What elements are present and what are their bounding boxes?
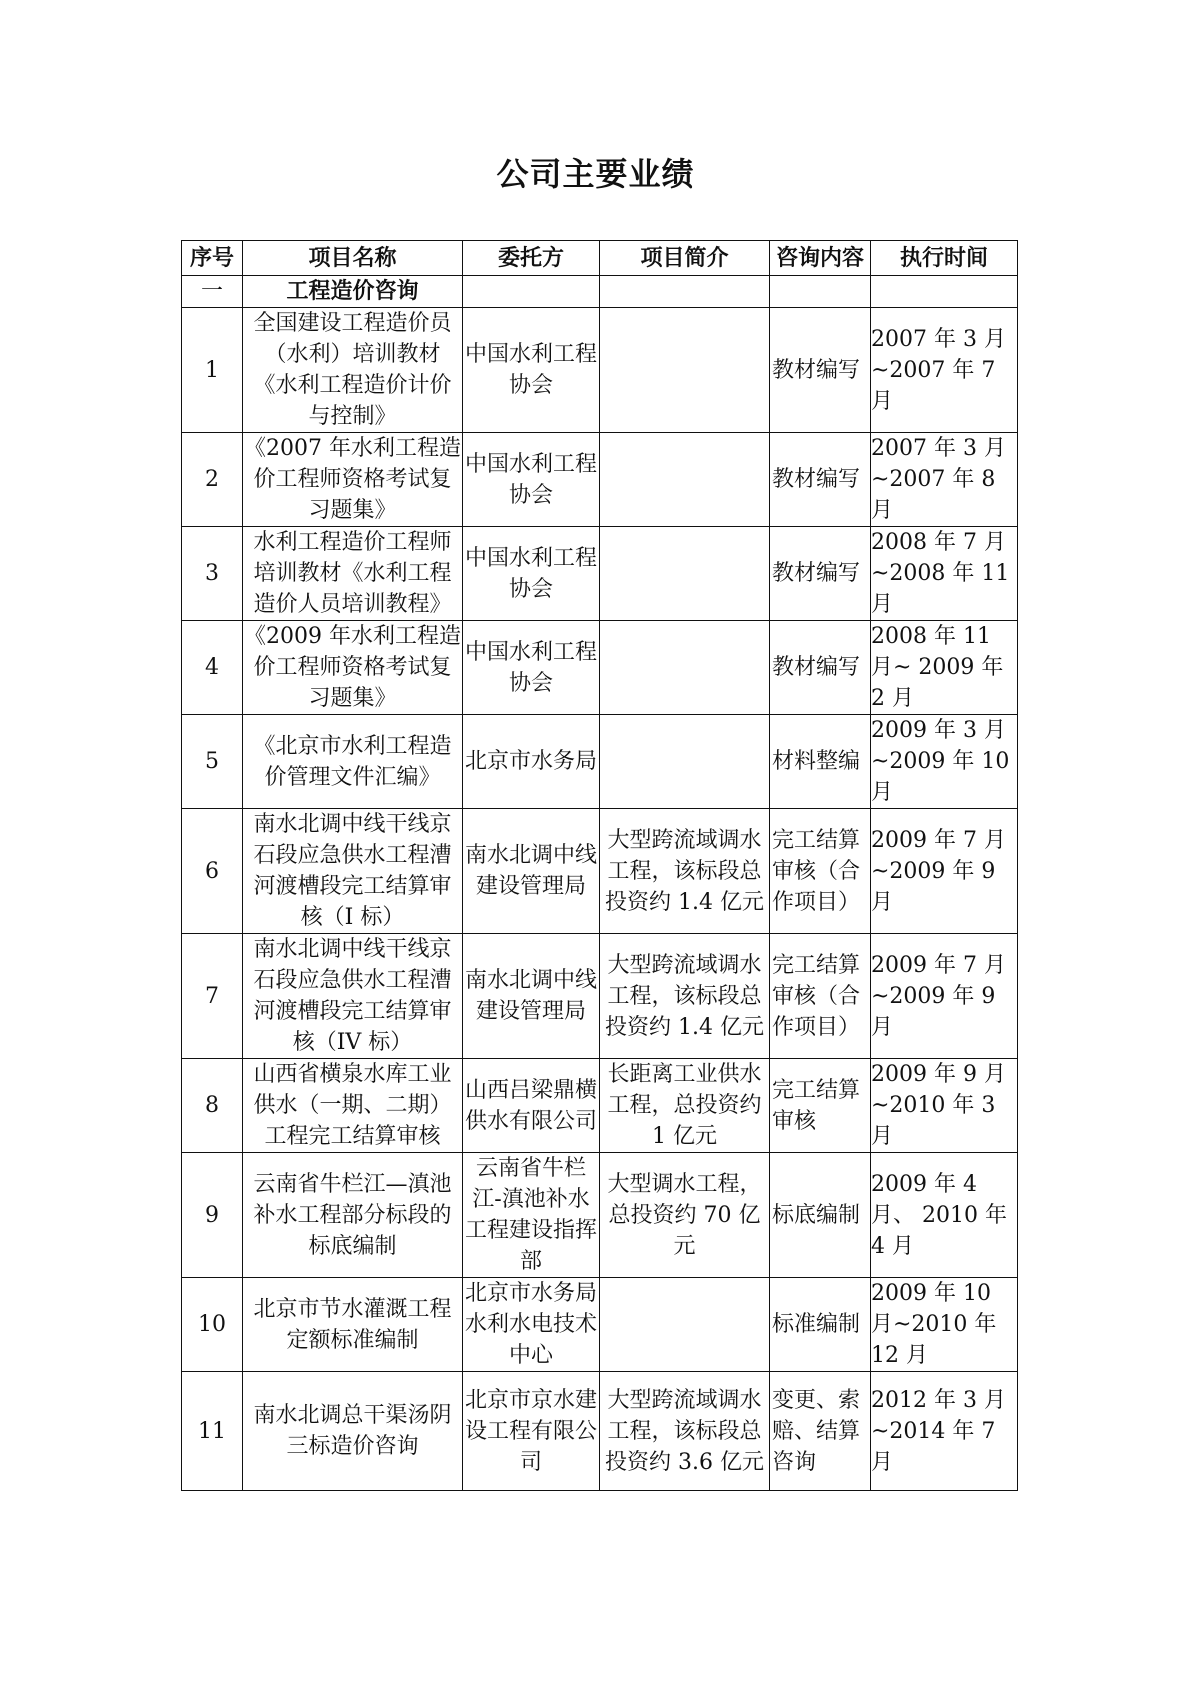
header-client: 委托方 (463, 241, 600, 276)
cell-execution-time: 2009 年 7 月~2009 年 9 月 (871, 809, 1018, 934)
cell-index: 5 (182, 715, 243, 809)
cell-consulting-content: 完工结算审核 (770, 1059, 871, 1153)
cell-client: 北京市水务局 (463, 715, 600, 809)
header-execution-time: 执行时间 (871, 241, 1018, 276)
section-empty-cell (463, 276, 600, 308)
section-empty-cell (600, 276, 770, 308)
cell-project-name: 南水北调中线干线京石段应急供水工程漕河渡槽段完工结算审核（IV 标） (243, 934, 463, 1059)
cell-project-intro: 长距离工业供水工程，总投资约 1 亿元 (600, 1059, 770, 1153)
cell-project-name: 北京市节水灌溉工程定额标准编制 (243, 1278, 463, 1372)
table-header-row (182, 241, 1018, 276)
cell-index: 1 (182, 308, 243, 433)
section-name: 工程造价咨询 (243, 276, 463, 308)
cell-consulting-content: 标准编制 (770, 1278, 871, 1372)
cell-index: 9 (182, 1153, 243, 1278)
cell-consulting-content: 标底编制 (770, 1153, 871, 1278)
cell-project-name: 《北京市水利工程造价管理文件汇编》 (243, 715, 463, 809)
cell-client: 南水北调中线建设管理局 (463, 934, 600, 1059)
table-row (182, 934, 1018, 1059)
cell-execution-time: 2007 年 3 月~2007 年 7 月 (871, 308, 1018, 433)
cell-index: 7 (182, 934, 243, 1059)
cell-project-intro (600, 527, 770, 621)
table-row (182, 1372, 1018, 1491)
cell-project-name: 南水北调中线干线京石段应急供水工程漕河渡槽段完工结算审核（I 标） (243, 809, 463, 934)
cell-index: 6 (182, 809, 243, 934)
performance-table-container (181, 240, 1017, 1491)
table-row (182, 527, 1018, 621)
section-empty-cell (871, 276, 1018, 308)
section-row (182, 276, 1018, 308)
section-empty-cell (770, 276, 871, 308)
cell-client: 南水北调中线建设管理局 (463, 809, 600, 934)
cell-execution-time: 2009 年 7 月~2009 年 9 月 (871, 934, 1018, 1059)
cell-client: 中国水利工程协会 (463, 308, 600, 433)
cell-client: 云南省牛栏江-滇池补水工程建设指挥部 (463, 1153, 600, 1278)
cell-execution-time: 2009 年 4 月、 2010 年 4 月 (871, 1153, 1018, 1278)
cell-consulting-content: 教材编写 (770, 621, 871, 715)
cell-project-intro (600, 715, 770, 809)
cell-project-intro (600, 433, 770, 527)
table-row (182, 308, 1018, 433)
cell-execution-time: 2009 年 3 月~2009 年 10 月 (871, 715, 1018, 809)
cell-consulting-content: 完工结算审核（合作项目） (770, 934, 871, 1059)
cell-project-name: 全国建设工程造价员（水利）培训教材《水利工程造价计价与控制》 (243, 308, 463, 433)
cell-project-name: 《2007 年水利工程造价工程师资格考试复习题集》 (243, 433, 463, 527)
cell-index: 8 (182, 1059, 243, 1153)
cell-index: 2 (182, 433, 243, 527)
cell-consulting-content: 变更、索赔、结算咨询 (770, 1372, 871, 1491)
cell-consulting-content: 材料整编 (770, 715, 871, 809)
cell-project-name: 南水北调总干渠汤阴三标造价咨询 (243, 1372, 463, 1491)
cell-execution-time: 2007 年 3 月~2007 年 8 月 (871, 433, 1018, 527)
cell-client: 山西吕梁鼎横供水有限公司 (463, 1059, 600, 1153)
page-title: 公司主要业绩 (496, 155, 695, 193)
cell-client: 中国水利工程协会 (463, 527, 600, 621)
cell-consulting-content: 完工结算审核（合作项目） (770, 809, 871, 934)
cell-execution-time: 2008 年 7 月~2008 年 11 月 (871, 527, 1018, 621)
table-row (182, 621, 1018, 715)
cell-project-name: 云南省牛栏江—滇池补水工程部分标段的标底编制 (243, 1153, 463, 1278)
cell-execution-time: 2009 年 10 月~2010 年 12 月 (871, 1278, 1018, 1372)
table-row (182, 1059, 1018, 1153)
cell-project-intro: 大型调水工程，总投资约 70 亿元 (600, 1153, 770, 1278)
cell-client: 北京市京水建设工程有限公司 (463, 1372, 600, 1491)
cell-consulting-content: 教材编写 (770, 433, 871, 527)
cell-project-name: 山西省横泉水库工业供水（一期、二期）工程完工结算审核 (243, 1059, 463, 1153)
cell-execution-time: 2009 年 9 月~2010 年 3 月 (871, 1059, 1018, 1153)
cell-project-intro (600, 1278, 770, 1372)
cell-consulting-content: 教材编写 (770, 527, 871, 621)
cell-project-intro: 大型跨流域调水工程，该标段总投资约 1.4 亿元 (600, 934, 770, 1059)
header-project-name: 项目名称 (243, 241, 463, 276)
cell-client: 中国水利工程协会 (463, 433, 600, 527)
cell-client: 中国水利工程协会 (463, 621, 600, 715)
cell-project-intro (600, 621, 770, 715)
cell-execution-time: 2012 年 3 月~2014 年 7 月 (871, 1372, 1018, 1491)
cell-execution-time: 2008 年 11 月~ 2009 年 2 月 (871, 621, 1018, 715)
header-project-intro: 项目简介 (600, 241, 770, 276)
header-index: 序号 (182, 241, 243, 276)
cell-project-intro (600, 308, 770, 433)
header-consulting-content: 咨询内容 (770, 241, 871, 276)
cell-client: 北京市水务局水利水电技术中心 (463, 1278, 600, 1372)
section-index: 一 (182, 276, 243, 308)
table-row (182, 433, 1018, 527)
cell-project-intro: 大型跨流域调水工程，该标段总投资约 3.6 亿元 (600, 1372, 770, 1491)
cell-index: 10 (182, 1278, 243, 1372)
cell-project-intro: 大型跨流域调水工程，该标段总投资约 1.4 亿元 (600, 809, 770, 934)
cell-index: 3 (182, 527, 243, 621)
performance-table (181, 240, 1018, 1491)
cell-consulting-content: 教材编写 (770, 308, 871, 433)
cell-index: 11 (182, 1372, 243, 1491)
cell-project-name: 《2009 年水利工程造价工程师资格考试复习题集》 (243, 621, 463, 715)
cell-index: 4 (182, 621, 243, 715)
table-row (182, 809, 1018, 934)
cell-project-name: 水利工程造价工程师培训教材《水利工程造价人员培训教程》 (243, 527, 463, 621)
table-row (182, 1278, 1018, 1372)
table-row (182, 715, 1018, 809)
table-row (182, 1153, 1018, 1278)
